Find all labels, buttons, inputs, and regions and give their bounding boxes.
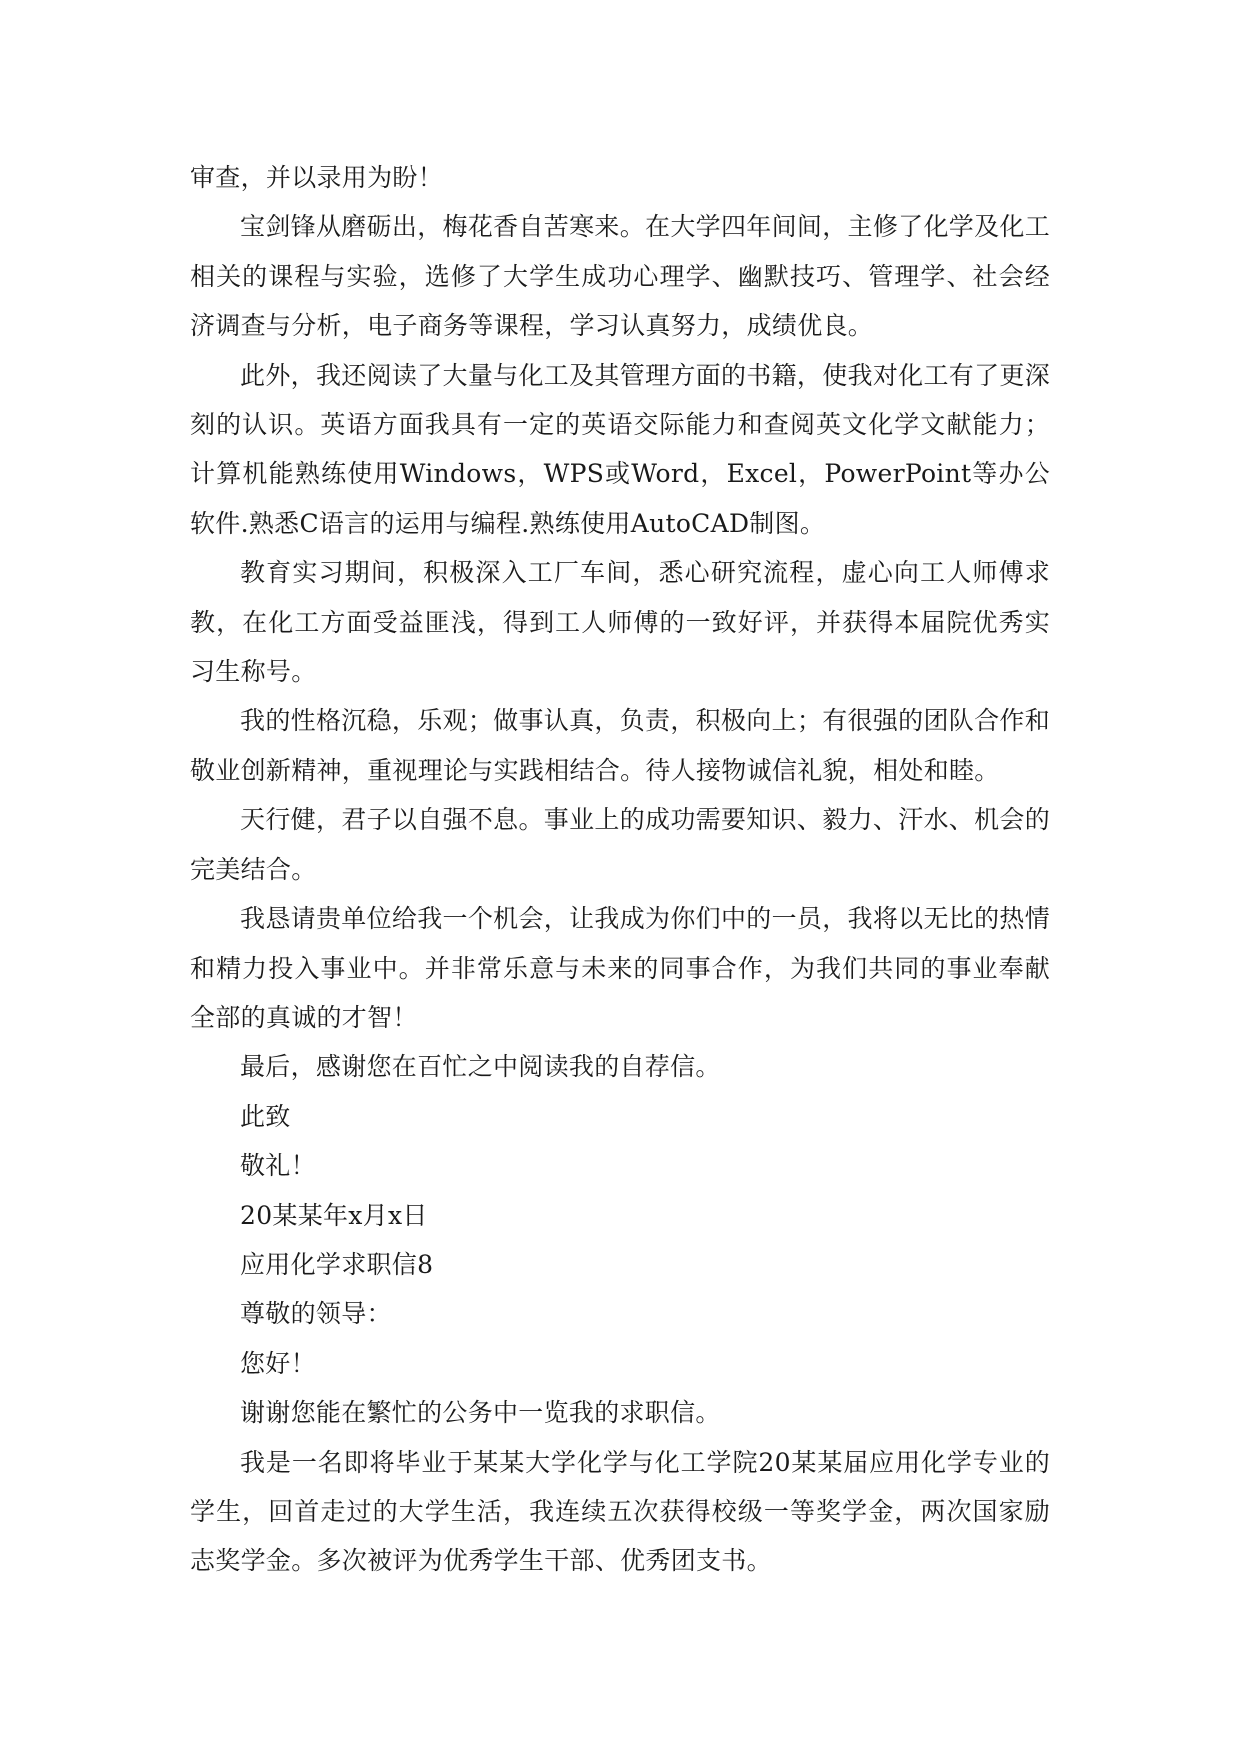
salutation-cizhi: 此致 — [240, 1101, 291, 1131]
paragraph-personality: 我的性格沉稳，乐观；做事认真，负责，积极向上；有很强的团队合作和敬业创新精神，重视理论与实践相结合。待人接物诚信礼貌，相处和睦。 — [190, 706, 1050, 785]
letter-date: 20某某年x月x日 — [240, 1200, 428, 1230]
paragraph-studies: 宝剑锋从磨砺出，梅花香自苦寒来。在大学四年间间，主修了化学及化工相关的课程与实验，选修了大学生成功心理学、幽默技巧、管理学、社会经济调查与分析，电子商务等课程，学习认真努力，成绩优良。 — [190, 212, 1050, 341]
paragraph-opening-thanks: 谢谢您能在繁忙的公务中一览我的求职信。 — [240, 1398, 721, 1428]
salutation-jingli: 敬礼！ — [240, 1151, 316, 1181]
letter-body — [190, 153, 1050, 1586]
paragraph-motto: 天行健，君子以自强不息。事业上的成功需要知识、毅力、汗水、机会的完美结合。 — [190, 805, 1050, 884]
paragraph-closing-request: 审查，并以录用为盼！ — [190, 163, 444, 192]
greeting-addressee: 尊敬的领导： — [240, 1299, 392, 1329]
paragraph-skills: 此外，我还阅读了大量与化工及其管理方面的书籍，使我对化工有了更深刻的认识。英语方面我具有一定的英语交际能力和查阅英文化学文献能力；计算机能熟练使用Windows，WPS或Word，Excel，PowerPoint等办公软件.熟悉C语言的运用与编程.熟练使用AutoCAD制图。 — [190, 360, 1050, 538]
section-title: 应用化学求职信8 — [240, 1249, 434, 1279]
paragraph-request: 我恳请贵单位给我一个机会，让我成为你们中的一员，我将以无比的热情和精力投入事业中。并非常乐意与未来的同事合作，为我们共同的事业奉献全部的真诚的才智！ — [190, 904, 1050, 1032]
greeting-hello: 您好！ — [240, 1348, 316, 1378]
paragraph-introduction: 我是一名即将毕业于某某大学化学与化工学院20某某届应用化学专业的学生，回首走过的大学生活，我连续五次获得校级一等奖学金，两次国家励志奖学金。多次被评为优秀学生干部、优秀团支书。 — [190, 1447, 1050, 1576]
paragraph-internship: 教育实习期间，积极深入工厂车间，悉心研究流程，虚心向工人师傅求教，在化工方面受益匪浅，得到工人师傅的一致好评，并获得本届院优秀实习生称号。 — [190, 558, 1050, 687]
paragraph-thanks: 最后，感谢您在百忙之中阅读我的自荐信。 — [240, 1052, 721, 1082]
